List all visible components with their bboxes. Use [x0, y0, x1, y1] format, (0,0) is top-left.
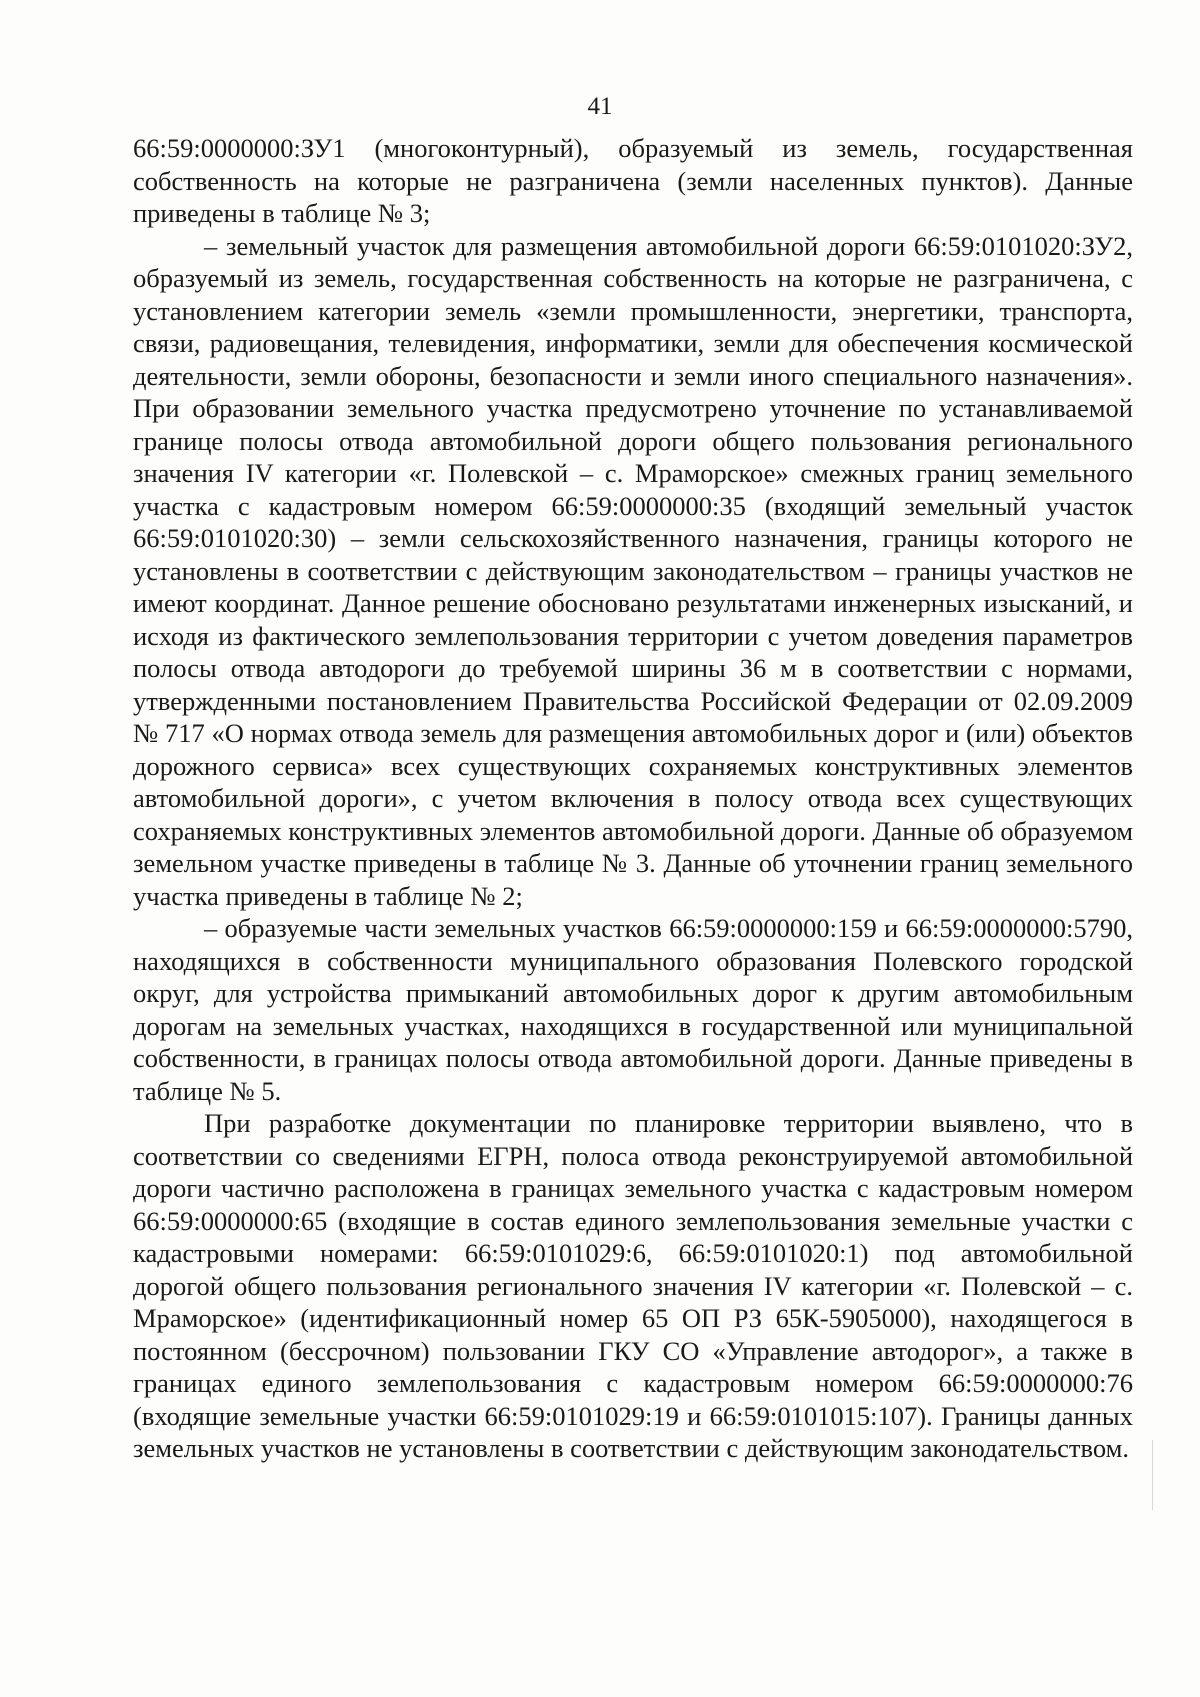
scan-artifact	[1152, 1440, 1153, 1510]
paragraph-land-plot-parts: – образуемые части земельных участков 66:59:0000000:159 и 66:59:0000000:5790, находящихся в собственности муниципального образования Полевского городской округ, для устройства примыканий автомобильных дорог к другим автомобильным дорогам на земельных участках, находящихся в государственной или муниципальной собственности, в границах полосы отвода автомобильной дороги. Данные приведены в таблице № 5.	[133, 913, 1133, 1106]
paragraph-continuation: 66:59:0000000:ЗУ1 (многоконтурный), образуемый из земель, государственная собственность на которые не разграничена (земли населенных пунктов). Данные приведены в таблице № 3;	[133, 133, 1133, 228]
document-body	[133, 132, 1133, 1465]
paragraph-land-plot-zu2: – земельный участок для размещения автомобильной дороги 66:59:0101020:ЗУ2, образуемый из земель, государственная собственность на которые не разграничена, с установлением категории земель «земли промышленности, энергетики, транспорта, связи, радиовещания, телевидения, информатики, земли для обеспечения космической деятельности, земли обороны, безопасности и земли иного специального назначения». При образовании земельного участка предусмотрено уточнение по устанавливаемой границе полосы отвода автомобильной дороги общего пользования регионального значения IV категории «г. Полевской – с. Мраморское» смежных границ земельного участка с кадастровым номером 66:59:0000000:35 (входящий земельный участок 66:59:0101020:30) – земли сельскохозяйственного назначения, границы которого не установлены в соответствии с действующим законодательством – границы участков не имеют координат. Данное решение обосновано результатами инженерных изысканий, и исходя из фактического землепользования территории с учетом доведения параметров полосы отвода автодороги до требуемой ширины 36 м в соответствии с нормами, утвержденными постановлением Правительства Российской Федерации от 02.09.2009 № 717 «О нормах отвода земель для размещения автомобильных дорог и (или) объектов дорожного сервиса» всех существующих сохраняемых конструктивных элементов автомобильной дороги», с учетом включения в полосу отвода всех существующих сохраняемых конструктивных элементов автомобильной дороги. Данные об образуемом земельном участке приведены в таблице № 3. Данные об уточнении границ земельного участка приведены в таблице № 2;	[133, 230, 1133, 911]
page-number: 41	[587, 93, 613, 120]
paragraph-egrn-finding: При разработке документации по планировке территории выявлено, что в соответствии со сведениями ЕГРН, полоса отвода реконструируемой автомобильной дороги частично расположена в границах земельного участка с кадастровым номером 66:59:0000000:65 (входящие в состав единого землепользования земельные участки с кадастровыми номерами: 66:59:0101029:6, 66:59:0101020:1) под автомобильной дорогой общего пользования регионального значения IV категории «г. Полевской – с. Мраморское» (идентификационный номер 65 ОП РЗ 65К-5905000), находящегося в постоянном (бессрочном) пользовании ГКУ СО «Управление автодорог», а также в границах единого землепользования с кадастровым номером 66:59:0000000:76 (входящие земельные участки 66:59:0101029:19 и 66:59:0101015:107). Границы данных земельных участков не установлены в соответствии с действующим законодательством.	[133, 1108, 1133, 1463]
